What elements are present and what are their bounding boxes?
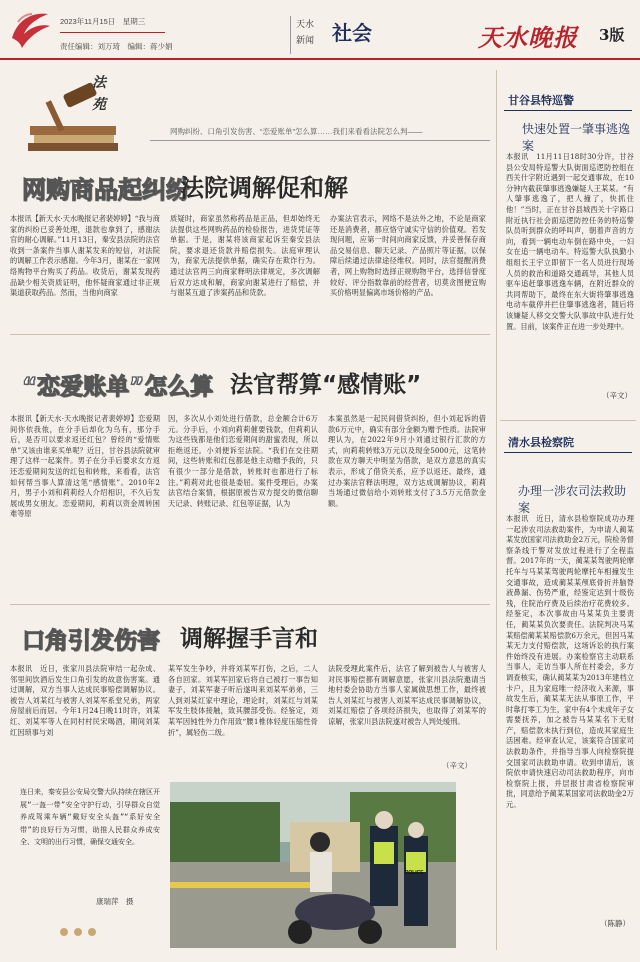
masthead-red-rule (0, 58, 640, 60)
divider-2 (10, 604, 490, 605)
news-photo (170, 782, 456, 948)
column-divider (496, 70, 497, 950)
column-label-yuan: 苑 (92, 97, 106, 113)
ornament-dot (60, 928, 68, 936)
swallow-logo-icon (8, 8, 54, 50)
photo-caption-text: 连日来，秦安县公安局交警大队持续在辖区开展“一盔一带”安全守护行动，引导群众自觉养成驾乘车辆“戴好安全头盔”“系好安全带”的良好行为习惯，助推人民群众养成安全、文明的出行习惯，确保交通安全。 (20, 788, 160, 846)
article-1-col-2: 质疑时，商家虽然称药品是正品，但却始终无法提供这些网购药品的检验报告，进货凭证等单据。于是，谢某将该商家起诉至秦安县法院，要求退还货款并赔偿损失。法庭审理认为，商家无法提供单据，确实存在欺诈行为。通过法官两三向商家释明法律规定，多次调解后双方达成和解，商家向谢某进行了赔偿，并与谢某互道了涉案药品和货款。 (170, 214, 320, 298)
column-tagline: 网购纠纷、口角引发伤害、“恋爱账单”怎么算……我们来看看法院怎么判—— (170, 127, 423, 136)
paper-name-logo: 天水晚报 (478, 23, 578, 52)
article-3 (0, 610, 496, 770)
sidebar-article-1 (500, 86, 636, 416)
article-1-title-main: 法院调解促和解 (180, 174, 348, 202)
article-2 (0, 340, 496, 600)
article-3-sign: （辛文） (442, 761, 472, 770)
section-divider (290, 16, 291, 54)
article-1-col-1: 本报讯【新天水·天水晚报记者裴婷婷】“我与商家的纠纷已妥善处理，退款也拿到了，感谢法官的耐心调解。”11月13日，秦安县法院的法官收到一条案件当事人谢某发来的短信，对法院的调解工作表示感谢。今年3月，谢某在一家网络购物平台购买了药品。收货后，谢某发现药品缺少相关资质证明，他怀疑商家通过非正规渠道获取药品。然而，当他向商家 (10, 214, 160, 298)
masthead (0, 0, 640, 62)
banner-rule (150, 140, 490, 141)
article-3-col-3: 法院受理此案件后，法官了解到被告人与被害人对民事赔偿都有调解意愿，张家川县法院邀请当地村委会协助方当事人家属做思想工作，最终被告人刘某红与被害人刘某军达成民事调解协议，刘某红赔偿了各项经济损失，也取得了刘某军的谅解，张家川县法院遂对被告人判处缓刑。 (328, 664, 486, 726)
sidebar-divider (500, 420, 636, 421)
sidebar-1-header: 甘谷县特巡警 (508, 94, 574, 107)
section-prefix-1: 天水 (296, 19, 315, 29)
sidebar-1-sign: （辛文） (602, 391, 632, 400)
sidebar-article-2 (500, 428, 636, 958)
article-2-title-main: 法官帮算“感情账” (230, 372, 422, 398)
sidebar-2-sign: （陈静） (600, 919, 630, 928)
article-3-col-1: 本报讯 近日，张家川县法院审结一起杂成、邻里间饮酒后发生口角引发的故意伤害案。通过调解，双方当事人达成民事赔偿调解协议。被告人刘某红与被害人刘某军系堂兄弟，两家房屋前后而居。今年1月24日晚11时许，刘某红、刘某军等人在同村村民宋喝酒，期间刘某红因琐事与刘 (10, 664, 160, 737)
sidebar-2-header: 清水县检察院 (508, 436, 574, 449)
article-3-title-outlined: 口角引发伤害 (22, 628, 160, 654)
gavel-books-icon (24, 74, 124, 154)
photo-illustration (170, 782, 456, 948)
article-2-col-2: 因，多次从小刘处进行借款，总金额合计6万元。分手后，小刘向莉莉催要钱款，但莉莉认为这些钱都是他们恋爱期间的甜蜜表现，所以拒绝返还。小刘便诉至法院。“我们在交往期间，这些转账和红包都是他主动赠予我的，只有很少一部分是借款，转账时也都进行了标注。”莉莉对此也很是委屈。案件受理后，办案法官结合案情，根据原被告双方提交的微信聊天记录、转账记录、红包等证据，认为 (168, 414, 318, 508)
article-1-title-outlined: 网购商品起纠纷 (22, 176, 190, 204)
article-3-col-2: 某军发生争吵，并将刘某军打伤，之后，二人各自回家。刘某军回家后将自己被打一事告知妻子，刘某军妻子听后遂叫来刘某军弟弟，三人到刘某红家中理论，理论时，刘某红与刘某军发生肢体接触，致其腰部受伤。经鉴定，刘某军因钝性外力作用致“腰1椎体轻度压缩性骨折”，属轻伤二级。 (168, 664, 318, 737)
page-number: 3版 (599, 26, 625, 44)
photo-police-badge-text: POLICE (405, 870, 424, 876)
column-label-fa: 法 (92, 75, 106, 91)
sidebar-2-subtitle: 办理一涉农司法救助案 (518, 484, 627, 515)
photo-caption-author: 康瑞萍 摄 (96, 897, 134, 906)
sidebar-2-rule (504, 452, 632, 453)
sidebar-1-body: 本报讯 11月11日18时30分许，甘谷县公安局特巡警大队街面巡逻防控组在西关什字附近遇到一起交通事故，在10分钟内截获肇事逃逸嫌疑人王某某。“有人肇事逃逸了，把人撞了，快抓住他！”当时，正在甘谷县城西关十字路口附近执行社会面巡逻防控任务的特巡警队员听到群众的呼叫声，朝着声音的方向，看到一辆电动车倒在路中央，一妇女在追一辆电动车。特巡警大队执勤小组组长王宇立即留下一名人员进行现场人员的救治和道路交通疏导，其他人员驱车追赶肇事逃逸车辆，在附近群众的共同帮助下，最终在东大街将肇事逃逸电动车截停并拦住肇事逃逸者，随后将该嫌疑人移交交警大队事故中队进行处置。目前，该案件正在进一步处理中。 (506, 152, 634, 331)
article-3-title-main: 调解握手言和 (180, 626, 318, 652)
section-prefix-2: 新闻 (296, 35, 315, 45)
column-banner (0, 64, 496, 156)
section-name: 社会 (332, 21, 372, 45)
article-2-col-3: 本案虽然是一起民间借贷纠纷，但小刘起诉的借款6万元中，确实有部分金额为赠予性质。法院审理认为，在2022年9月小刘通过银行汇款的方式，向莉莉转账3万元以及现金5000元，这笔转款在双方聊天中明显为借款，是双方意思的真实表示，形成了借贷关系，应予以返还。最终，通过办案法官释法明理，双方达成调解协议，莉莉当场通过微信给小刘转账支付了3.5万元借款金额。 (328, 414, 486, 508)
sidebar-1-subtitle: 快速处置一肇事逃逸案 (522, 122, 631, 153)
photo-caption (10, 780, 166, 940)
ornament-dot (74, 928, 82, 936)
article-1 (0, 160, 496, 330)
article-2-col-1: 本报讯【新天水·天水晚报记者裴婷婷】恋爱期间你依我侬，在分手后却化为乌有，那分手后，是否可以要求返还红包？曾经的“爱情账单”又该由谁来买单呢？近日，甘谷县法院就审理了这样一起案件。男子在分手后要求女方返还恋爱期间发送的红包和转账，来看看，法官如何帮当事人算清这笔“感情账”。2010年2月，男子小刘和莉莉经人介绍相识，不久后发展成男女朋友。恋爱期间，莉莉以资金周转困难等原 (10, 414, 160, 519)
ornament-dot (88, 928, 96, 936)
article-2-title-outlined: “恋爱账单”怎么算 (22, 374, 214, 400)
masthead-rule (60, 32, 165, 33)
issue-date: 2023年11月15日 星期三 (60, 17, 146, 26)
article-1-col-3: 办案法官表示，网络不是法外之地，不论是商家还是消费者，都应恪守诚实守信的价值观。若发现问题，应第一时间向商家反馈，并妥善保存商品交易信息、聊天记录、产品照片等证据，以保障后续通过法律途径维权。同时，法官提醒消费者，网上购物时选择正规购物平台，选择信誉度较好、评分指数靠前的经营者，切莫贪图便宜购买价格明显偏离市场价格的产品。 (330, 214, 486, 298)
sidebar-2-body: 本报讯 近日，清水县检察院成功办理一起涉农司法救助案件，为申请人蔺某某发放国家司法救助金2万元，院检务督察条线干警对发放过程进行了全程监督。2017年的一天，蔺某某驾驶两轮摩托车与马某某驾驶两轮摩托车相撞发生交通事故，造成蔺某某颅底骨折并脑脊液鼻漏、伤势严重，经鉴定达到十级伤残，住院治疗费及后续治疗花费较多。经鉴定，本次事故由马某某负主要责任，蔺某某负次要责任。法院判决马某某赔偿蔺某某赔偿款6万余元，但因马某某无力支付赔偿款，这场诉讼的执行案件始终没有进展。办案检察官主动联系当事人，走访当事人所在村委会，多方调查核实，确认蔺某某为2013年建档立卡户，且为家庭唯一经济收入来源，事故发生后，蔺某某无法从事原工作，平时靠打零工为生，家中有4个未成年子女需要抚养，加之被告马某某名下无财产，赔偿款未执行到位，造成其家庭生活困难。经审查认定，该案符合国家司法救助条件，并指导当事人向检察院提交国家司法救助申请。收到申请后，该院依申请快速启动司法救助程序，向市检察院上报，并层报甘肃省检察院审批，同意给予蔺某某国家司法救助金2万元。 (506, 514, 634, 810)
divider-1 (10, 334, 490, 335)
sidebar-1-rule (504, 110, 632, 111)
editors: 责任编辑：刘万琦 编辑：蒋少娟 (60, 42, 173, 51)
